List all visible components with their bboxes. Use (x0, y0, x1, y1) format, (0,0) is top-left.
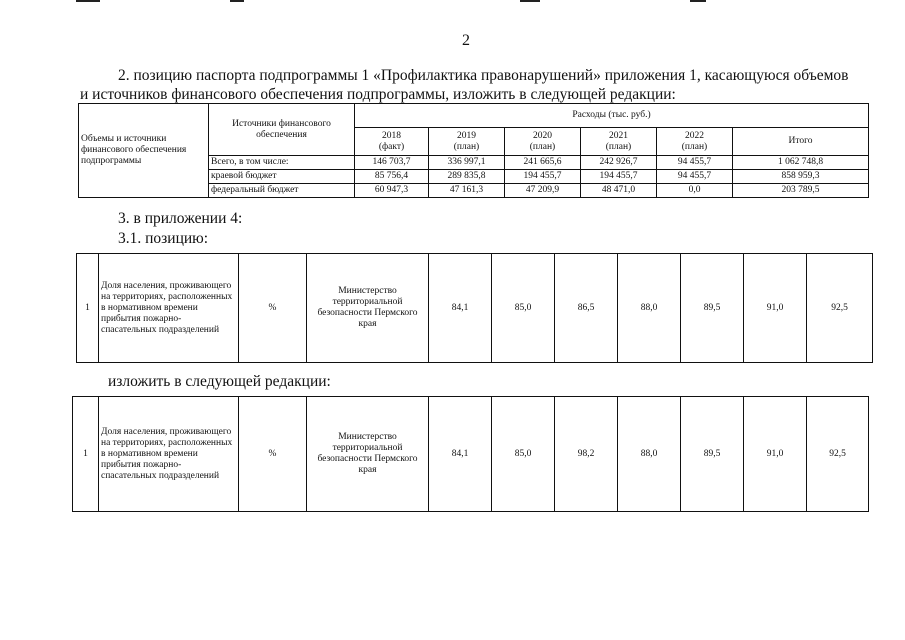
value-cell: 194 455,7 (505, 170, 581, 184)
scan-edge-mark (230, 0, 244, 2)
value-cell: 91,0 (744, 397, 807, 512)
indicator-name: Доля населения, проживающего на территориях, расположенных в нормативном времени прибытия пожарно-спасательных подразделений (99, 254, 239, 363)
value-cell: 86,5 (555, 254, 618, 363)
row-number: 1 (77, 254, 99, 363)
value-cell: 92,5 (807, 397, 869, 512)
value-cell: 98,2 (555, 397, 618, 512)
value-cell: 89,5 (681, 397, 744, 512)
responsible-cell: Министерство территориальной безопасности Пермского края (307, 397, 429, 512)
value-cell: 89,5 (681, 254, 744, 363)
value-cell: 336 997,1 (429, 156, 505, 170)
paragraph-2 (80, 66, 860, 104)
table-row (73, 397, 869, 512)
value-cell: 194 455,7 (581, 170, 657, 184)
value-cell: 94 455,7 (657, 170, 733, 184)
value-cell: 47 209,9 (505, 184, 581, 198)
source-cell: Всего, в том числе: (209, 156, 355, 170)
finance-row-label: Объемы и источники финансового обеспечения подпрограммы (79, 104, 209, 198)
value-cell: 241 665,6 (505, 156, 581, 170)
total-cell: 858 959,3 (733, 170, 869, 184)
scan-edge-mark (690, 0, 706, 2)
finance-table (78, 103, 869, 198)
value-cell: 146 703,7 (355, 156, 429, 170)
value-cell: 242 926,7 (581, 156, 657, 170)
value-cell: 92,5 (807, 254, 873, 363)
year-header: 2021 (план) (581, 128, 657, 156)
value-cell: 91,0 (744, 254, 807, 363)
year-header: 2020 (план) (505, 128, 581, 156)
total-header: Итого (733, 128, 869, 156)
paragraph-2-text: 2. позицию паспорта подпрограммы 1 «Профилактика правонарушений» приложения 1, касающуюся объемов и источников финансового обеспечения подпрограммы, изложить в следующей редакции: (80, 67, 849, 103)
value-cell: 94 455,7 (657, 156, 733, 170)
value-cell: 88,0 (618, 254, 681, 363)
value-cell: 85,0 (492, 397, 555, 512)
heading-new-edition: изложить в следующей редакции: (108, 373, 331, 390)
indicator-table-new (72, 396, 869, 512)
year-header: 2018 (факт) (355, 128, 429, 156)
value-cell: 84,1 (429, 254, 492, 363)
source-cell: краевой бюджет (209, 170, 355, 184)
value-cell: 88,0 (618, 397, 681, 512)
scan-edge-mark (76, 0, 100, 2)
responsible-cell: Министерство территориальной безопасности Пермского края (307, 254, 429, 363)
table-row (77, 254, 873, 363)
row-number: 1 (73, 397, 99, 512)
value-cell: 47 161,3 (429, 184, 505, 198)
source-cell: федеральный бюджет (209, 184, 355, 198)
scan-edge-mark (520, 0, 540, 2)
total-cell: 1 062 748,8 (733, 156, 869, 170)
value-cell: 85 756,4 (355, 170, 429, 184)
value-cell: 85,0 (492, 254, 555, 363)
page-number: 2 (462, 32, 470, 49)
finance-source-header: Источники финансового обеспечения (209, 104, 355, 156)
indicator-name: Доля населения, проживающего на территориях, расположенных в нормативном времени прибытия пожарно-спасательных подразделений (99, 397, 239, 512)
value-cell: 48 471,0 (581, 184, 657, 198)
total-cell: 203 789,5 (733, 184, 869, 198)
year-header: 2019 (план) (429, 128, 505, 156)
finance-expenses-header: Расходы (тыс. руб.) (355, 104, 869, 128)
heading-3-1: 3.1. позицию: (118, 230, 209, 247)
value-cell: 60 947,3 (355, 184, 429, 198)
value-cell: 84,1 (429, 397, 492, 512)
unit-cell: % (239, 254, 307, 363)
heading-3: 3. в приложении 4: (118, 210, 243, 227)
year-header: 2022 (план) (657, 128, 733, 156)
indicator-table-old (76, 253, 873, 363)
value-cell: 0,0 (657, 184, 733, 198)
value-cell: 289 835,8 (429, 170, 505, 184)
unit-cell: % (239, 397, 307, 512)
